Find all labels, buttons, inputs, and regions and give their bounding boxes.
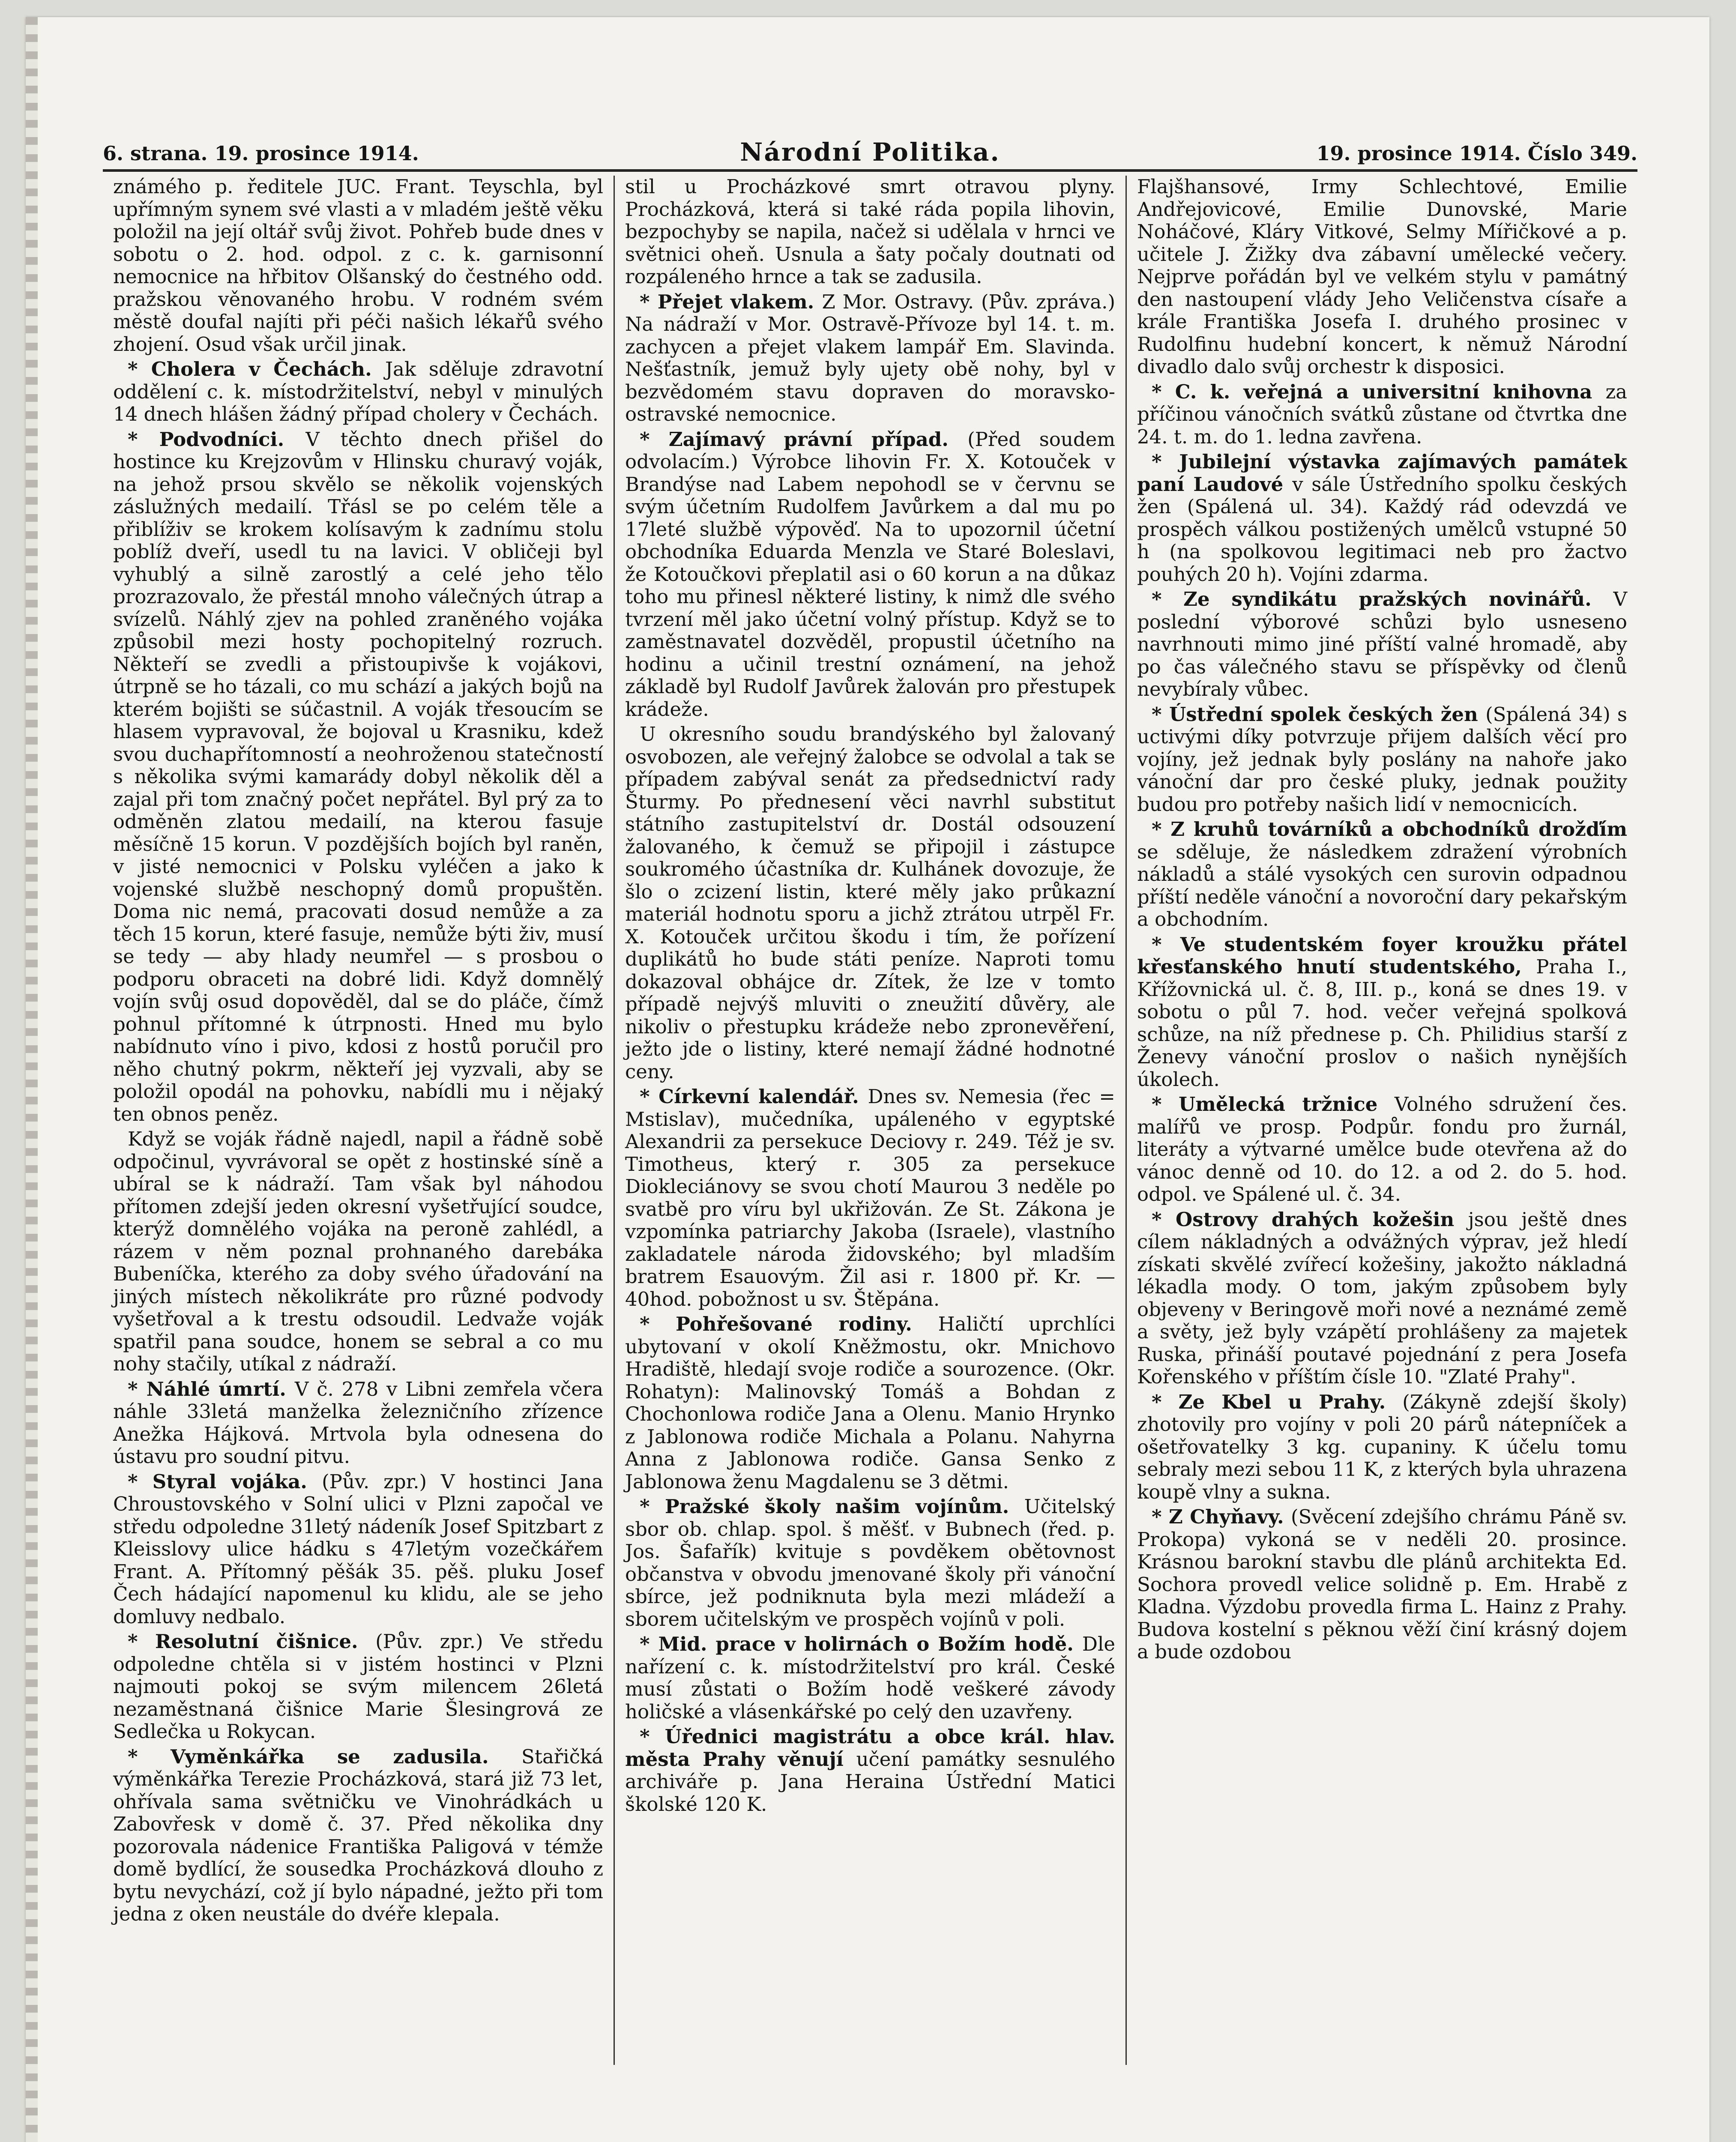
article-paragraph — [625, 1496, 1115, 1630]
article-paragraph — [1137, 1506, 1627, 1663]
article-paragraph — [1137, 1209, 1627, 1388]
article-paragraph — [113, 358, 603, 426]
article-heading: * Mid. prace v holirnách o Božím hodě. — [640, 1633, 1082, 1655]
article-text: Flajšhansové, Irmy Schlechtové, Emilie Andřejovicové, Emilie Dunovské, Marie Noháčové, Kláry Vitkové, Selmy Mířičkové a p. učitele J. Žižky dva zábavní umělecké večery. Nejprve pořádán byl ve velkém stylu v památný den nastoupení vlády Jeho Veličenstva císaře a krále Františka Josefa I. druhého prosinec v Rudolfinu hudební koncert, k němuž Národní divadlo dalo svůj orchestr k disposici. — [1137, 176, 1627, 378]
article-paragraph — [1137, 703, 1627, 816]
article-text: (Spálená 34) s uctivými díky potvrzuje přijem dalších věcí pro vojíny, jež jednak byly poslány na nahoře jako vánoční dar pro české pluky, jednak použity budou pro potřeby našich lidí v nemocnicích. — [1137, 703, 1627, 816]
article-text: Dle nařízení c. k. místodržitelství pro král. České musí zůstati o Božím hodě veškeré závody holičské a vlásenkářské po celý den uzavřeny. — [625, 1633, 1115, 1723]
article-text: známého p. ředitele JUC. Frant. Teyschla, byl upřímným synem své vlasti a v mladém ještě věku položil na její oltář svůj život. Pohřeb bude dnes v sobotu o 2. hod. odpol. z c. k. garnisonní nemocnice na hřbitov Olšanský do čestného odd. pražskou věnovaného hrobu. V rodném svém městě doufal najíti při péči našich lékařů svého zhojení. Osud však určil jinak. — [113, 176, 603, 356]
article-heading: * Resolutní čišnice. — [128, 1630, 376, 1653]
article-paragraph — [625, 291, 1115, 426]
article-paragraph — [625, 1313, 1115, 1493]
article-text: Když se voják řádně najedl, napil a řádně sobě odpočinul, vyvrávoral se opět z hostinské síně a ubíral se k nádraží. Tam však byl náhodou přítomen zdejší jeden okresní vyšetřující soudce, kterýž domnělého vojáka na peroně zahlédl, a rázem v něm poznal prohnaného darebáka Bubeníčka, kterého za doby svého úřadování na jiných místech několikráte pro různé podvody vyšetřoval a k trestu odsoudil. Ledvaže voják spatřil pana soudce, honem se sebral a co mu nohy stačily, utíkal z nádraží. — [113, 1128, 603, 1375]
article-text: Z Mor. Ostravy. (Pův. zpráva.) Na nádraží v Mor. Ostravě-Přívoze byl 14. t. m. zachycen a přejet vlakem lampář Em. Slavinda. Nešťastník, jemuž byly ujety obě nohy, byl v bezvědomém stavu dopraven do moravsko-ostravské nemocnice. — [625, 290, 1116, 425]
header-date-page: 6. strana. 19. prosince 1914. — [103, 142, 419, 165]
article-paragraph — [113, 1746, 603, 1926]
article-text: Jak sděluje zdravotní oddělení c. k. místodržitelství, nebyl v minulých 14 dnech hlášen žádný případ cholery v Čechách. — [113, 358, 603, 425]
article-heading: * Cholera v Čechách. — [128, 358, 385, 380]
column-2 — [615, 176, 1127, 2065]
article-text: (Zákyně zdejší školy) zhotovily pro vojíny v poli 20 párů nátepníček a ošetřovatelky 3 kg. cupaniny. K účelu tomu sebraly mezi sebou 11 K, z kterých byla uhrazena koupě vlny a sukna. — [1137, 1390, 1627, 1503]
article-paragraph — [625, 1633, 1115, 1723]
article-text: stil u Procházkové smrt otravou plyny. Procházková, která si také ráda popila lihovin, bezpochyby se napila, načež si udělala v hrnci ve světnici oheň. Usnula a šaty počaly doutnati od rozpáleného hrnce a tak se zadusila. — [625, 176, 1115, 288]
article-text: Haličtí uprchlíci ubytovaní v okolí Kněžmostu, okr. Mnichovo Hradiště, hledají svoje rodiče a sourozence. (Okr. Rohatyn): Malinovský Tomáš a Bohdan z Chochonlowa rodiče Jana a Olenu. Manio Hrynko z Jablonowa rodiče Michala a Polanu. Nahyrna Anna z Jablonowa rodiče. Gansa Senko z Jablonowa ženu Magdalenu se 3 dětmi. — [625, 1313, 1116, 1493]
article-paragraph — [1137, 1391, 1627, 1504]
text-columns — [103, 176, 1637, 2065]
article-heading: * Ostrovy drahých kožešin — [1152, 1208, 1468, 1231]
article-heading: * Náhlé úmrtí. — [128, 1377, 295, 1400]
article-heading: * Pražské školy našim vojínům. — [640, 1495, 1024, 1518]
article-paragraph — [625, 176, 1115, 288]
article-paragraph — [1137, 818, 1627, 931]
article-heading: * Úřednici magistrátu a obce král. hlav. města Prahy věnují — [625, 1725, 1115, 1771]
article-text: v sále Ústředního spolku českých žen (Spálená ul. 34). Každý rád odevzdá ve prospěch válkou postižených umělců vstupné 50 h (na spolkovou legitimaci neb pro žactvo pouhých 20 h). Vojíni zdarma. — [1137, 473, 1627, 586]
article-heading: * Zajímavý právní případ. — [640, 428, 968, 451]
page-header — [103, 129, 1637, 172]
article-heading: * Ze syndikátu pražských novinářů. — [1152, 588, 1613, 610]
article-heading: * Pohřešované rodiny. — [640, 1313, 938, 1335]
article-heading: * Z Chyňavy. — [1152, 1505, 1291, 1528]
article-text: učení památky sesnulého archiváře p. Jana Herainа Ústřední Matici školské 120 K. — [625, 1747, 1115, 1816]
article-text: jsou ještě dnes cílem nákladných a odvážných výprav, jež hledí získati skvělé zvířecí kožešiny, jakožto nákladná lékadla mody. O tom, jakým způsobem byly objeveny v Beringově moři nové a neznámé země a světy, jež byly vzápětí prohlášeny za majetek Ruska, přináší poutavé pojednání z pera Josefa Kořenského v příštím čísle 10. "Zlaté Prahy". — [1137, 1208, 1627, 1388]
article-heading: * Jubilejní výstavka zajímavých památek paní Laudové — [1137, 450, 1627, 496]
article-text: Stařičká výměnkářka Terezie Procházková, stará již 73 let, ohřívala sama světničku ve Vinohrádkách u Zabovřesk v domě č. 37. Před několika dny pozorovala nádenice Františka Paligová v témže domě bydlící, že sousedka Procházková dlouho z bytu nevychází, což jí bylo nápadné, ježto při tom jedna z oken neustále do dvéře klepala. — [113, 1745, 603, 1925]
article-text: V těchto dnech přišel do hostince ku Krejzovům v Hlinsku churavý voják, na jehož prsou skvělo se několik vojenských záslužných medailí. Třásl se po celém těle a přiblíživ se krokem kolísavým k zadnímu stolu poblíž dveří, usedl tu na lavici. V obličeji byl vyhublý a silně zarostlý a celé jeho tělo prozrazovalo, že přestál mnoho válečných útrap a svízelů. Náhlý zjev na pohled zraněného vojáka způsobil mezi hosty pochopitelný rozruch. Někteří se zvedli a přistoupivše k vojákovi, útrpně se ho tázali, co mu schází a jakých bojů na kterém bojišti se súčastnil. A voják třesoucím se hlasem vypravoval, že bojoval u Krasniku, kdež svou duchapřítomností a neohroženou statečností s několika svými kamarády dobyl několik děl a zajal při tom značný počet nepřátel. Byl prý za to odměněn zlatou medailí, na kterou fasuje měsíčně 15 korun. V pozdějších bojích byl raněn, v jisté nemocnici v Polsku vyléčen a jako k vojenské službě neschopný domů propuštěn. Doma nic nemá, pracovati dosud nemůže a za těch 15 korun, které fasuje, nemůže býti živ, musí se tedy — aby hlady neumřel — s prosbou o podporu obraceti na dobré lidi. Když domnělý vojín svůj osud dopověděl, dal se do pláče, čímž pohnul přítomné k útrpnosti. Hned mu bylo nabídnuto víno i pivo, kdosi z hostů poručil pro něho chutný pokrm, někteří jej vyzvali, aby se položil opodál na pohovku, nabídli mu i nějaký ten obnos peněz. — [113, 428, 603, 1125]
article-paragraph — [625, 1726, 1115, 1816]
article-paragraph — [1137, 1093, 1627, 1206]
article-text: (Svěcení zdejšího chrámu Páně sv. Prokopa) vykoná se v neděli 20. prosince. Krásnou barokní stavbu dle plánů architekta Ed. Sochora provedl velice solidně p. Em. Hrabě z Kladna. Výzdobu provedla firma L. Hainz z Prahy. Budova kostelní s pěknou věží činí krásný dojem a bude ozdobou — [1137, 1505, 1628, 1663]
article-paragraph — [625, 428, 1115, 721]
article-text: (Před soudem odvolacím.) Výrobce lihovin Fr. X. Kotouček v Brandýse nad Labem nepohodl se v červnu se svým účetním Rudolfem Javůrkem a dal mu po 17leté službě výpověď. Na to upozornil účetní obchodníka Eduarda Menzla ve Staré Boleslavi, že Kotoučkovi přeplatil asi o 60 korun a na důkaz toho mu přinesl některé listiny, k nimž dle svého tvrzení měl jako účetní volný přístup. Když se to zaměstnavatel dozvěděl, propustil účetního na hodinu a učinil trestní oznámení, na jehož základě byl Rudolf Javůrek žalován pro přestupek krádeže. — [625, 428, 1115, 721]
article-heading: * Ústřední spolek českých žen — [1152, 703, 1486, 726]
article-paragraph — [113, 176, 603, 356]
article-text: Volného sdružení čes. malířů ve prosp. Podpůr. fondu pro žurnál, literáty a výtvarné umělce bude otevřena až do vánoc denně od 10. do 12. a od 2. do 5. hod. odpol. ve Spálené ul. č. 34. — [1137, 1093, 1627, 1206]
page-edge-shadow — [26, 17, 38, 2142]
article-heading: * Církevní kalendář. — [640, 1085, 868, 1108]
article-text: Dnes sv. Nemesia (řec = Mstislav), mučedníka, upáleného v egyptské Alexandrii za persekuce Deciovy r. 249. Též je sv. Timotheus, který r. 305 za persekuce Diokleciánovy se svou chotí Maurou 3 neděle po svatbě pro víru byl ukřižován. Ze St. Zákona je vzpomínka patriarchy Jakoba (Israele), vlastního zakladatele národa židovského; byl mladším bratrem Esauovým. Žil asi r. 1800 př. Kr. — 40hod. pobožnost u sv. Štěpána. — [625, 1085, 1115, 1310]
article-heading: * Ve studentském foyer kroužku přátel křesťanského hnutí studentského, — [1137, 933, 1627, 978]
article-heading: * Podvodníci. — [128, 428, 306, 451]
article-paragraph — [625, 1086, 1115, 1310]
article-text: (Pův. zpr.) V hostinci Jana Chroustovského v Solní ulici v Plzni započal ve středu odpoledne 31letý nádeník Josef Spitzbart z Kleisslovy ulice hádku s 47letým vozečkářem Frant. A. Přítomný pěšák 35. pěš. pluku Josef Čech hádající napomenul ku klidu, ale se jeho domluvy nedbalo. — [113, 1470, 603, 1628]
article-paragraph — [1137, 381, 1627, 449]
article-heading: * Umělecká tržnice — [1152, 1093, 1395, 1116]
article-paragraph — [625, 723, 1115, 1083]
article-paragraph — [1137, 933, 1627, 1091]
column-1 — [103, 176, 615, 2065]
article-paragraph — [1137, 588, 1627, 701]
article-text: za příčinou vánočních svátků zůstane od čtvrtka dne 24. t. m. do 1. ledna zavřena. — [1137, 380, 1627, 448]
article-paragraph — [113, 1630, 603, 1743]
article-heading: * Z kruhů továrníků a obchodníků drožďím — [1152, 818, 1627, 841]
article-text: se sděluje, že následkem zdražení výrobních nákladů a stálé vysokých cen surovin odpadnou příští neděle vánoční a novoroční dary pekařským a obchodním. — [1137, 840, 1627, 930]
article-text: Praha I., Křížovnická ul. č. 8, III. p., koná se dnes 19. v sobotu o půl 7. hod. večer veřejná spolková schůze, na níž přednese p. Ch. Philidius starší z Ženevy vánoční proslov o našich nynějších úkolech. — [1137, 955, 1627, 1091]
article-paragraph — [113, 1378, 603, 1468]
article-text: V č. 278 v Libni zemřela včera náhle 33letá manželka železničního zřízence Anežka Hájková. Mrtvola byla odnesena do ústavu pro soudní pitvu. — [113, 1377, 603, 1468]
article-text: (Pův. zpr.) Ve středu odpoledne chtěla si v jistém hostinci v Plzni najmouti pokoj se svým milencem 26letá nezaměstnaná čišnice Marie Šlesingrová ze Sedlečka u Rokycan. — [113, 1630, 603, 1743]
article-heading: * Ze Kbel u Prahy. — [1152, 1390, 1403, 1413]
header-issue-number: 19. prosince 1914. Číslo 349. — [1316, 142, 1637, 165]
article-heading: * C. k. veřejná a universitní knihovna — [1152, 380, 1606, 403]
article-text: U okresního soudu brandýského byl žalovaný osvobozen, ale veřejný žalobce se odvolal a tak se případem zabýval senát za předsednictví rady Šturmy. Po přednesení věci navrhl substitut státního zastupitelství dr. Dostál odsouzení žalovaného, k čemuž se připojil i zástupce soukromého účastníka dr. Kulhánek dovozuje, že šlo o zcizení listin, které měly jako průkazní materiál hodnotu sporu a jichž ztrátou utrpěl Fr. X. Kotouček určitou škodu i tím, že pořízení duplikátů ho bude státi peníze. Naproti tomu dokazoval obhájce dr. Zítek, že lze v tomto případě nejvýš mluviti o zneužití důvěry, ale nikoliv o přestupku krádeže nebo zpronevěření, ježto jde o listiny, které nemají žádné hodnotné ceny. — [625, 723, 1115, 1083]
article-paragraph — [1137, 451, 1627, 586]
article-text: Učitelský sbor ob. chlap. spol. š měšť. v Bubnech (řed. p. Jos. Šafařík) kvituje s povděkem obětovnost občanstva v obvodu jmenované školy při vánoční sbírce, jež podniknuta byla mezi mládeží a sborem učitelským ve prospěch vojínů v poli. — [625, 1495, 1115, 1630]
article-heading: * Přejet vlakem. — [640, 290, 822, 313]
article-heading: * Styral vojáka. — [128, 1470, 322, 1493]
article-text: V poslední výborové schůzi bylo usneseno navrhnouti mimo jiné příští valné hromadě, aby po čas válečného stavu se příspěvky od členů nevybíraly vůbec. — [1137, 588, 1627, 700]
article-paragraph — [1137, 176, 1627, 378]
article-paragraph — [113, 1471, 603, 1628]
article-heading: * Vyměnkářka se zadusila. — [128, 1745, 522, 1768]
column-3 — [1127, 176, 1637, 2065]
newspaper-title: Národní Politika. — [740, 138, 1000, 167]
article-paragraph — [113, 1128, 603, 1376]
article-paragraph — [113, 428, 603, 1126]
